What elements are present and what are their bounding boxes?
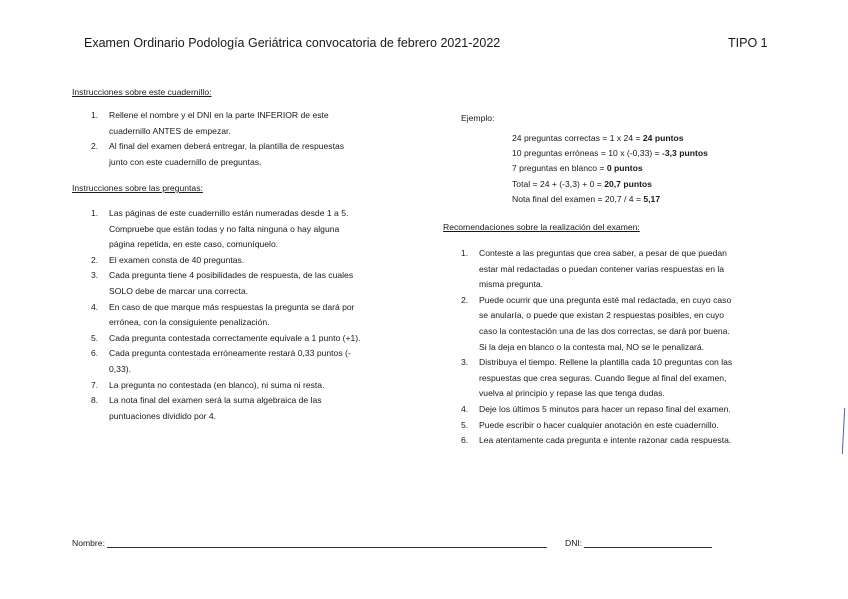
item-line: junto con este cuadernillo de preguntas. [109, 156, 262, 167]
example-line-text: Total = 24 + (-3,3) + 0 = [512, 178, 605, 189]
example-line-text: 7 preguntas en blanco = [512, 163, 607, 174]
item-line: Deje los últimos 5 minutos para hacer un repaso final del examen. [479, 403, 731, 414]
item-line: Si la deja en blanco o la contesta mal, NO se le penalizará. [479, 341, 704, 352]
list-item [461, 246, 831, 293]
name-line[interactable] [107, 538, 547, 548]
item-line: Cada pregunta contestada erróneamente restará 0,33 puntos (- [109, 348, 351, 359]
example-line [512, 177, 708, 192]
question-instructions-list [91, 206, 431, 424]
item-number: 5. [91, 332, 99, 343]
item-line: puntuaciones dividido por 4. [109, 410, 217, 421]
item-line: SOLO debe de marcar una correcta. [109, 285, 249, 296]
list-item [91, 108, 431, 139]
example-line-text: Nota final del examen = 20,7 / 4 = [512, 193, 644, 204]
item-line: 0,33). [109, 363, 131, 374]
list-item [461, 418, 831, 434]
item-line: se anularía, o puede que existan 2 respuestas posibles, en cuyo [479, 310, 725, 321]
example-line-result: 0 puntos [606, 163, 643, 174]
item-line: Puede ocurrir que una pregunta esté mal redactada, en cuyo caso [479, 294, 732, 305]
example-line-text: 24 preguntas correctas = 1 x 24 = [512, 133, 643, 143]
example-label: Ejemplo: [461, 113, 495, 123]
list-item [91, 378, 431, 394]
item-line: Cada pregunta contestada correctamente equivale a 1 punto (+1). [109, 332, 361, 343]
list-item [91, 206, 431, 253]
item-line: Compruebe que están todas y no falta ninguna o hay alguna [109, 223, 340, 234]
item-number: 8. [91, 395, 99, 406]
example-line-result: 20,7 puntos [604, 178, 652, 189]
list-item [91, 268, 431, 299]
item-line: Las páginas de este cuadernillo están numeradas desde 1 a 5. [109, 208, 349, 218]
item-line: El examen consta de 40 preguntas. [109, 254, 245, 265]
item-number: 2. [91, 254, 99, 265]
item-number: 6. [91, 348, 99, 359]
item-line: errónea, con la consiguiente penalización. [109, 317, 270, 328]
item-line: estar mal redactadas o puedan contener varias respuestas en la [479, 263, 725, 274]
item-line: página repetida, en este caso, comuníquelo. [109, 239, 279, 250]
example-line [512, 131, 708, 146]
exam-title: Examen Ordinario Podología Geriátrica convocatoria de febrero 2021-2022 [84, 36, 501, 50]
item-number: 5. [461, 419, 469, 430]
example-calculation [512, 131, 708, 207]
item-number: 2. [461, 294, 469, 305]
list-item [461, 355, 831, 402]
item-line: Al final del examen deberá entregar, la plantilla de respuestas [109, 141, 345, 152]
item-number: 4. [461, 403, 469, 414]
list-item [91, 346, 431, 377]
example-line-text: 10 preguntas erróneas = 10 x (-0,33) = [512, 148, 663, 159]
item-number: 6. [461, 435, 469, 446]
recommendations-list [461, 246, 831, 449]
item-line: Lea atentamente cada pregunta e intente razonar cada respuesta. [479, 435, 732, 446]
list-item [91, 253, 431, 269]
item-number: 1. [91, 208, 99, 218]
item-line: cuadernillo ANTES de empezar. [109, 125, 231, 136]
recommendations-heading: Recomendaciones sobre la realización del examen: [443, 222, 640, 232]
name-label: Nombre: [72, 538, 105, 548]
example-line-result: 5,17 [643, 193, 661, 204]
item-line: Rellene el nombre y el DNI en la parte INFERIOR de este [109, 110, 329, 120]
item-number: 2. [91, 141, 99, 152]
dni-line[interactable] [584, 538, 712, 548]
item-line: Distribuya el tiempo. Rellene la plantilla cada 10 preguntas con las [479, 357, 733, 368]
question-instructions-heading: Instrucciones sobre las preguntas: [72, 183, 203, 193]
item-number: 1. [461, 248, 469, 258]
item-line: Cada pregunta tiene 4 posibilidades de respuesta, de las cuales [109, 270, 354, 281]
item-line: Conteste a las preguntas que crea saber, a pesar de que puedan [479, 248, 727, 258]
example-line [512, 161, 708, 176]
item-line: vuelva al principio y repase las que tenga dudas. [479, 388, 665, 399]
item-line: Puede escribir o hacer cualquier anotación en este cuadernillo. [479, 419, 719, 430]
list-item [91, 300, 431, 331]
item-number: 4. [91, 301, 99, 312]
example-line [512, 192, 708, 207]
item-number: 3. [461, 357, 469, 368]
example-line-result: 24 puntos [642, 133, 684, 143]
booklet-instructions-heading: Instrucciones sobre este cuadernillo: [72, 87, 212, 97]
exam-type: TIPO 1 [728, 36, 768, 50]
booklet-instructions-list [91, 108, 431, 170]
list-item [461, 293, 831, 355]
example-line-result: -3,3 puntos [662, 148, 708, 159]
item-line: La pregunta no contestada (en blanco), ni suma ni resta. [109, 379, 325, 390]
name-field[interactable] [72, 538, 547, 548]
dni-field[interactable] [565, 538, 712, 548]
list-item [91, 331, 431, 347]
dni-label: DNI: [565, 538, 583, 548]
item-line: respuestas que crea seguras. Cuando llegue al final del examen, [479, 372, 727, 383]
item-number: 3. [91, 270, 99, 281]
example-line [512, 146, 708, 161]
list-item [91, 139, 431, 170]
item-line: caso la contestación una de las dos correctas, se dará por buena. [479, 325, 730, 336]
list-item [91, 393, 431, 424]
item-number: 1. [91, 110, 99, 120]
item-line: misma pregunta. [479, 279, 544, 290]
item-number: 7. [91, 379, 99, 390]
item-line: En caso de que marque más respuestas la pregunta se dará por [109, 301, 355, 312]
item-line: La nota final del examen será la suma algebraica de las [109, 395, 322, 406]
pen-mark [842, 408, 845, 454]
list-item [461, 433, 831, 449]
list-item [461, 402, 831, 418]
